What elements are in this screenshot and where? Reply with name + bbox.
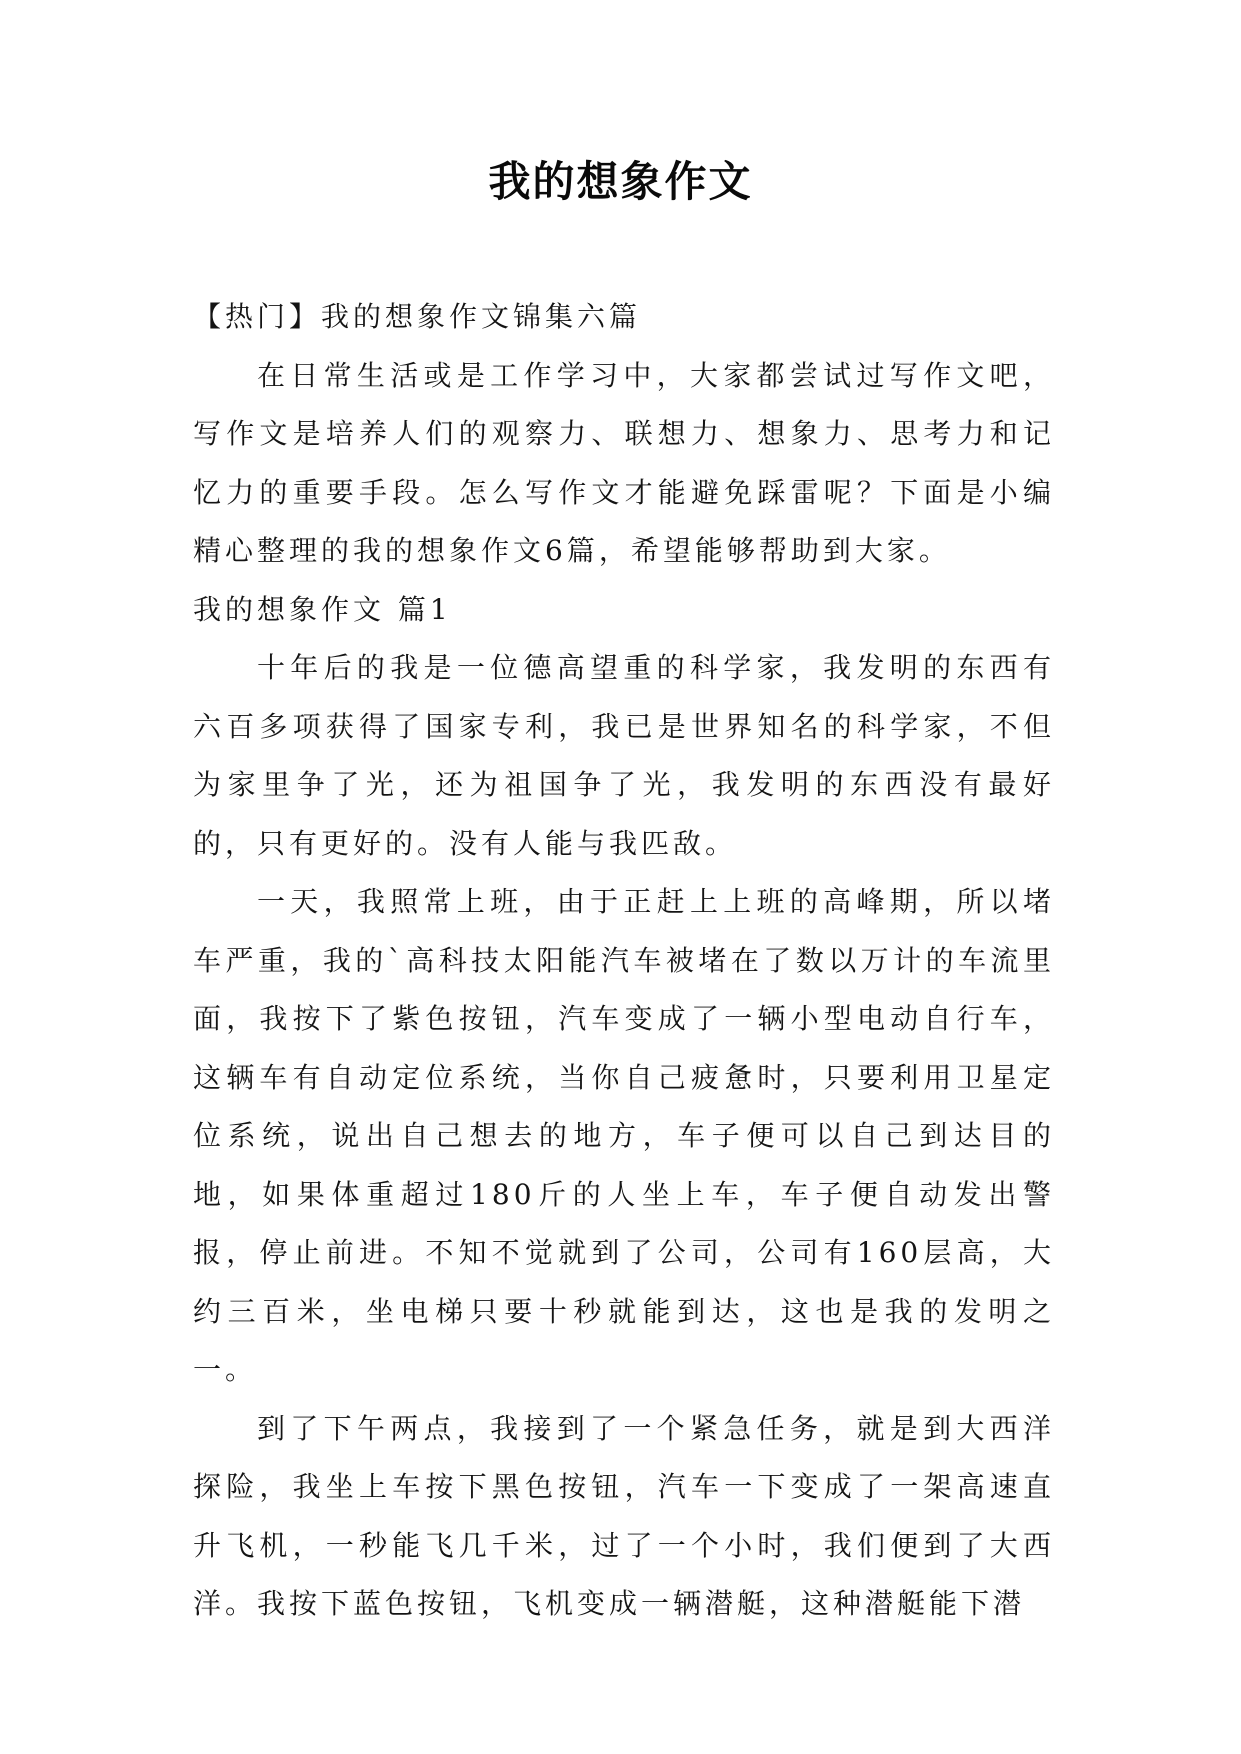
- document-title: 我的想象作文: [488, 157, 753, 206]
- body-paragraph: 到了下午两点，我接到了一个紧急任务，就是到大西洋探险，我坐上车按下黑色按钮，汽车一下变成了一架高速直升飞机，一秒能飞几千米，过了一个小时，我们便到了大西洋。我按下蓝色按钮，飞机变成一辆潜艇，这种潜艇能下潜: [193, 1411, 1055, 1620]
- document-subtitle: 【热门】我的想象作文锦集六篇: [193, 300, 642, 333]
- body-paragraph: 十年后的我是一位德高望重的科学家，我发明的东西有六百多项获得了国家专利，我已是世界知名的科学家，不但为家里争了光，还为祖国争了光，我发明的东西没有最好的，只有更好的。没有人能与我匹敌。: [193, 651, 1055, 860]
- section-heading: 我的想象作文 篇1: [193, 592, 452, 626]
- intro-paragraph: 在日常生活或是工作学习中，大家都尝试过写作文吧，写作文是培养人们的观察力、联想力、想象力、思考力和记忆力的重要手段。怎么写作文才能避免踩雷呢？下面是小编精心整理的我的想象作文6篇，希望能够帮助到大家。: [193, 358, 1055, 567]
- document-body: [193, 288, 1055, 1634]
- body-paragraph: 一天，我照常上班，由于正赶上上班的高峰期，所以堵车严重，我的`高科技太阳能汽车被堵在了数以万计的车流里面，我按下了紫色按钮，汽车变成了一辆小型电动自行车，这辆车有自动定位系统，当你自己疲惫时，只要利用卫星定位系统，说出自己想去的地方，车子便可以自己到达目的地，如果体重超过180斤的人坐上车，车子便自动发出警报，停止前进。不知不觉就到了公司，公司有160层高，大约三百米，坐电梯只要十秒就能到达，这也是我的发明之一。: [193, 885, 1055, 1386]
